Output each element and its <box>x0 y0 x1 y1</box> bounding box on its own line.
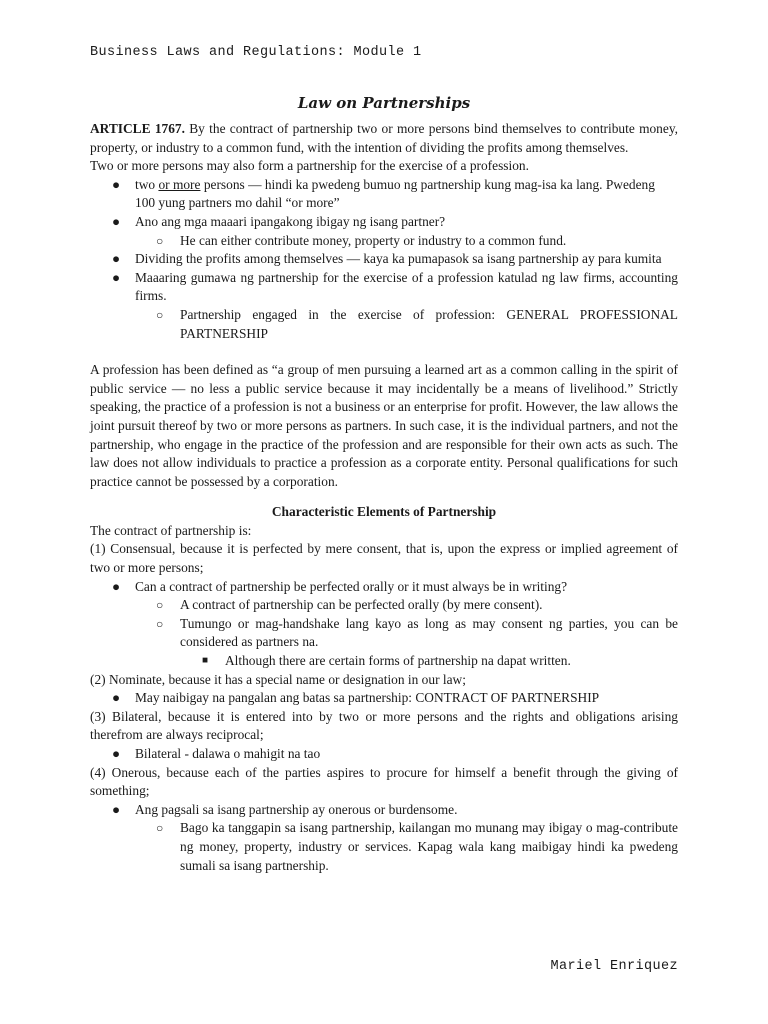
section-intro: The contract of partnership is: <box>90 522 252 538</box>
sub-list-item: ○ Bago ka tanggapin sa isang partnership, kailangan mo munang may ibigay o mag-contribute ng money, property, industry or services. Kapag wala kang maibigay hindi ka pwedeng sumali sa isang partnership. <box>156 820 678 873</box>
document-body <box>90 120 678 875</box>
element-bilateral: (3) Bilateral, because it is entered into by two or more persons and the rights and obligations arising therefrom are always reciprocal; <box>90 708 678 743</box>
square-bullet-icon: ■ <box>202 655 209 667</box>
sub-list-item: ○ Tumungo or mag-handshake lang kayo as long as may consent ng parties, you can be considered as partners na. <box>156 615 678 650</box>
bullet-list-onerous <box>90 801 678 875</box>
hollow-bullet-icon: ○ <box>156 821 164 836</box>
list-item: ● Maaaring gumawa ng partnership for the exercise of a profession katulad ng law firms, accounting firms. <box>112 269 678 304</box>
bullet-list-bilateral <box>90 745 678 764</box>
sub-sub-list-item: ■ Although there are certain forms of partnership na dapat written. <box>90 652 678 671</box>
element-onerous: (4) Onerous, because each of the parties aspires to procure for himself a benefit through the giving of something; <box>90 764 678 799</box>
bullet-icon: ● <box>112 176 121 192</box>
document-header: Business Laws and Regulations: Module 1 <box>90 45 422 60</box>
underlined-text: or more <box>158 176 201 192</box>
list-item: ● Ang pagsali sa isang partnership ay onerous or burdensome. <box>90 801 678 820</box>
page-title: Law on Partnerships <box>297 94 471 112</box>
article-second-line: Two or more persons may also form a partnership for the exercise of a profession. <box>90 158 529 174</box>
element-consensual: (1) Consensual, because it is perfected by mere consent, that is, upon the express or implied agreement of two or more persons; <box>90 541 678 576</box>
bullet-list-consensual <box>90 578 678 671</box>
sub-list-item: ○ Partnership engaged in the exercise of profession: GENERAL PROFESSIONAL PARTNERSHIP <box>156 306 678 341</box>
section-heading: Characteristic Elements of Partnership <box>271 504 497 520</box>
list-item: ● Can a contract of partnership be perfected orally or it must always be in writing? <box>90 578 678 597</box>
hollow-bullet-icon: ○ <box>156 616 164 631</box>
element-nominate: (2) Nominate, because it has a special name or designation in our law; <box>90 671 466 687</box>
bullet-icon: ● <box>112 690 121 706</box>
bullet-icon: ● <box>112 213 121 229</box>
profession-paragraph: A profession has been defined as “a group of men pursuing a learned art as a common calling in the spirit of public service — no less a public service because it may incidentally be a means of livelihood.” Strictly speaking, the practice of a profession is not a business or an enterprise for profit. However, the law allows the joint pursuit thereof by two or more persons as partners. In such case, it is the individual partners, and not the partnership, who engage in the practice of the profession and are responsible for their own acts as such. The law does not allow individuals to practice a profession as a corporate entity. Personal qualifications for such practice cannot be possessed by a corporation. <box>90 362 678 489</box>
bullet-icon: ● <box>112 251 121 267</box>
list-item: ● Dividing the profits among themselves — kaya ka pumapasok sa isang partnership ay para kumita <box>90 250 678 269</box>
bullet-icon: ● <box>112 578 121 594</box>
sub-list-item: ○ A contract of partnership can be perfected orally (by mere consent). <box>90 596 678 615</box>
article-label: ARTICLE 1767. <box>90 121 185 136</box>
list-item: ● May naibigay na pangalan ang batas sa partnership: CONTRACT OF PARTNERSHIP <box>90 689 678 708</box>
bullet-list-article <box>90 176 678 343</box>
bullet-icon: ● <box>112 801 121 817</box>
bullet-icon: ● <box>112 746 121 761</box>
article-text: By the contract of partnership two or more persons bind themselves to contribute money, property, or industry to a common fund, with the intention of dividing the profits among themselves. <box>90 121 678 155</box>
bullet-list-nominate <box>90 689 678 708</box>
hollow-bullet-icon: ○ <box>156 307 164 322</box>
document-footer-author: Mariel Enriquez <box>550 959 678 974</box>
list-item: ● Bilateral - dalawa o mahigit na tao <box>90 745 678 764</box>
hollow-bullet-icon: ○ <box>156 598 164 613</box>
list-item: ● two or more persons — hindi ka pwedeng bumuo ng partnership kung mag-isa ka lang. Pwedeng 100 yung partners mo dahil “or more” <box>112 176 655 211</box>
bullet-icon: ● <box>112 269 121 285</box>
list-item: ● Ano ang mga maaari ipangakong ibigay ng isang partner? <box>90 213 678 232</box>
article-paragraph <box>90 120 678 157</box>
hollow-bullet-icon: ○ <box>156 233 164 248</box>
sub-list-item: ○ He can either contribute money, property or industry to a common fund. <box>90 232 678 251</box>
